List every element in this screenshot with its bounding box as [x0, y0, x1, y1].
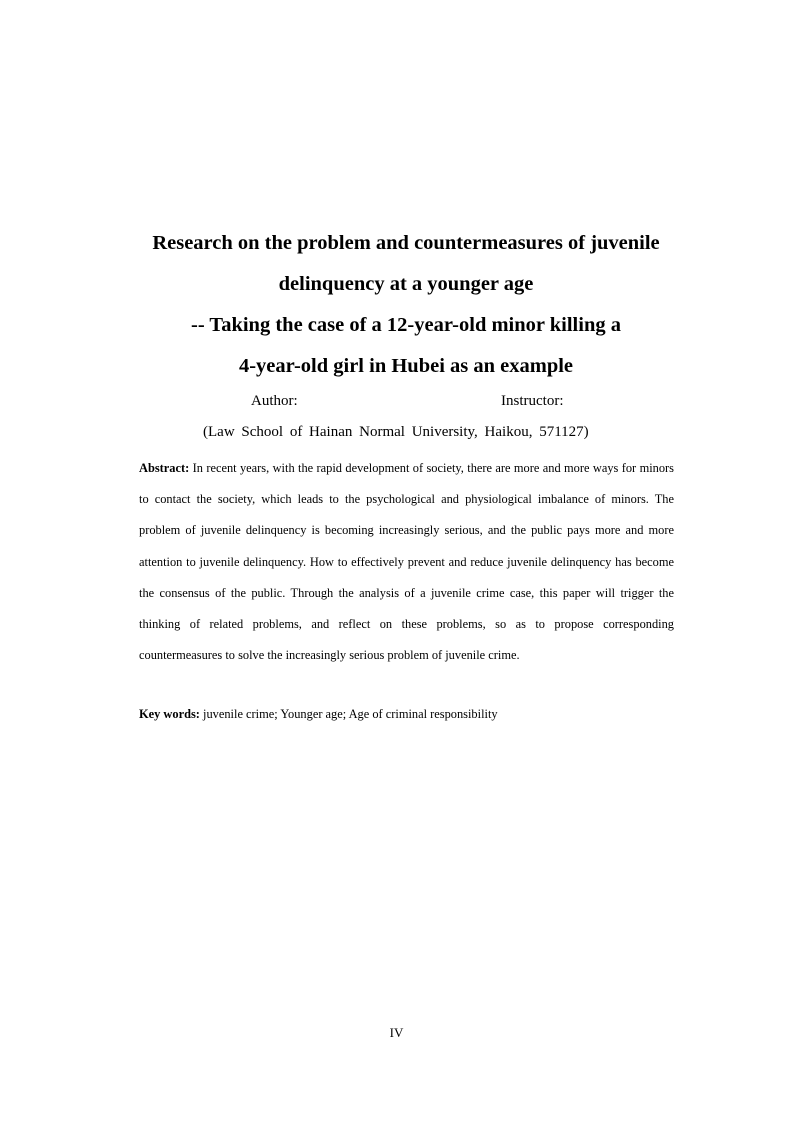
instructor-label: Instructor: [501, 393, 564, 409]
keywords-paragraph [139, 704, 674, 724]
page-number: IV [389, 1025, 404, 1040]
abstract-paragraph [139, 453, 674, 671]
affiliation: (Law School of Hainan Normal University, Haikou, 571127) [203, 424, 589, 440]
subtitle-line-2: 4-year-old girl in Hubei as an example [238, 355, 574, 377]
keywords-label: Key words: [139, 707, 200, 721]
abstract-text: In recent years, with the rapid development of society, there are more and more ways for minors to contact the society, which leads to the psychological and physiological imbalance of minors. The problem of juvenile delinquency is becoming increasingly serious, and the public pays more and more attention to juvenile delinquency. How to effectively prevent and reduce juvenile delinquency has become the consensus of the public. Through the analysis of a juvenile crime case, this paper will trigger the thinking of related problems, and reflect on these problems, so as to propose corresponding countermeasures to solve the increasingly serious problem of juvenile crime. [139, 461, 674, 663]
author-label: Author: [251, 393, 298, 409]
keywords-text: juvenile crime; Younger age; Age of criminal responsibility [203, 707, 498, 721]
abstract-label: Abstract: [139, 461, 190, 475]
byline-row [0, 393, 793, 415]
title-line-2: delinquency at a younger age [278, 273, 534, 295]
subtitle-line-1: -- Taking the case of a 12-year-old minor killing a [191, 314, 621, 336]
paper-title [100, 223, 712, 387]
title-line-1: Research on the problem and countermeasures of juvenile [152, 232, 660, 254]
